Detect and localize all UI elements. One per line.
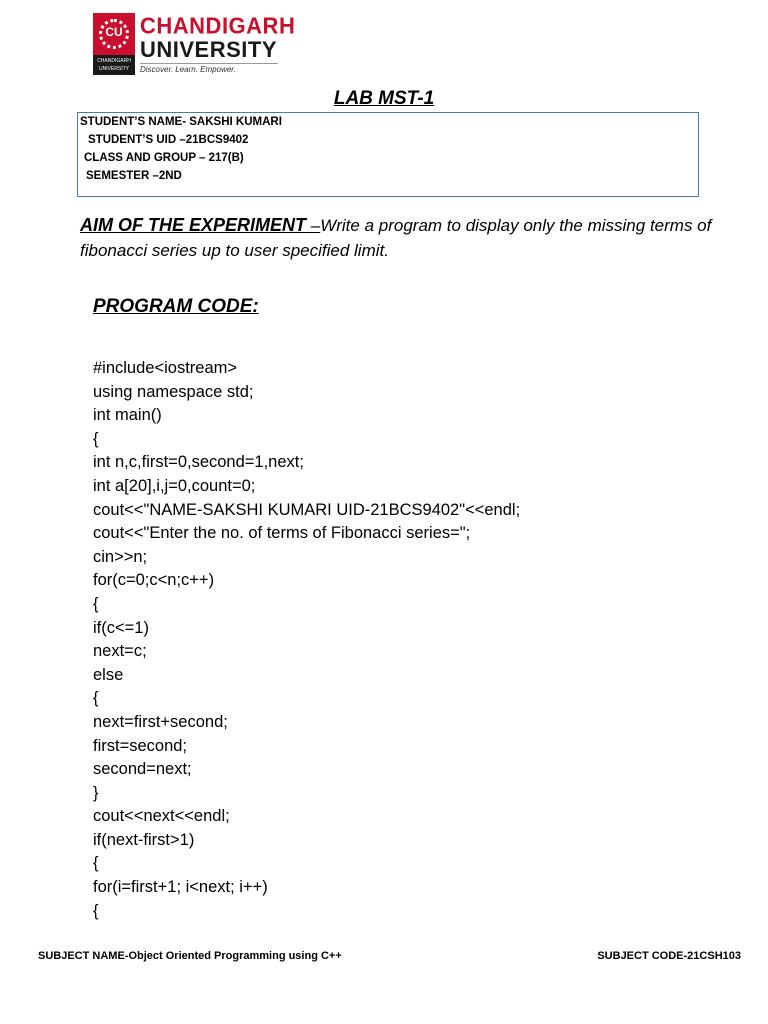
logo-name-line1: CHANDIGARH: [140, 12, 296, 39]
program-code: [93, 357, 520, 923]
code-line: cin>>n;: [93, 547, 148, 566]
code-line: {: [93, 594, 99, 613]
code-line: if(next-first>1): [93, 830, 195, 849]
code-line: #include<iostream>: [93, 359, 238, 377]
student-uid: STUDENT’S UID –21BCS9402: [88, 134, 249, 146]
code-line: first=second;: [93, 736, 188, 755]
aim-paragraph: [80, 213, 720, 263]
logo-tagline: Discover. Learn. Empower.: [140, 65, 236, 74]
code-line: next=first+second;: [93, 712, 228, 731]
program-code-heading: PROGRAM CODE:: [93, 296, 259, 317]
code-line: {: [93, 901, 99, 920]
footer-subject-code: SUBJECT CODE-21CSH103: [597, 950, 741, 962]
aim-text: Write a program to display only the missing terms of fibonacci series up to user specified limit.: [80, 216, 712, 260]
page-title: LAB MST-1: [333, 88, 435, 109]
footer-subject-name: SUBJECT NAME-Object Oriented Programming using C++: [38, 950, 342, 962]
code-line: {: [93, 429, 99, 448]
code-line: cout<<"Enter the no. of terms of Fibonacci series=";: [93, 524, 471, 543]
aim-label: AIM OF THE EXPERIMENT: [80, 215, 307, 235]
student-class-group: CLASS AND GROUP – 217(B): [84, 152, 244, 164]
student-name: STUDENT’S NAME- SAKSHI KUMARI: [80, 116, 282, 128]
code-line: int a[20],i,j=0,count=0;: [93, 476, 256, 495]
code-line: if(c<=1): [93, 618, 149, 637]
aim-dash: –: [306, 216, 321, 235]
logo-name-line2: UNIVERSITY: [140, 37, 278, 62]
logo-divider: [140, 63, 278, 64]
code-line: int n,c,first=0,second=1,next;: [93, 453, 304, 472]
university-logo: [93, 12, 296, 75]
code-line: }: [93, 783, 99, 802]
code-line: using namespace std;: [93, 382, 254, 401]
code-line: second=next;: [93, 760, 192, 779]
code-line: cout<<next<<endl;: [93, 807, 230, 826]
code-line: cout<<"NAME-SAKSHI KUMARI UID-21BCS9402"<<endl;: [93, 500, 521, 519]
logo-badge: CU: [105, 25, 123, 39]
code-line: {: [93, 854, 99, 873]
code-line: int main(): [93, 406, 162, 425]
code-line: else: [93, 665, 124, 684]
code-line: {: [93, 689, 99, 708]
code-line: for(i=first+1; i<next; i++): [93, 878, 268, 897]
code-line: for(c=0;c<n;c++): [93, 571, 215, 590]
logo-badge-sub: CHANDIGARH UNIVERSITY: [93, 55, 135, 75]
student-semester: SEMESTER –2ND: [86, 170, 182, 182]
student-info-box: [77, 112, 699, 197]
logo-emblem: [93, 13, 135, 75]
code-line: next=c;: [93, 642, 147, 661]
